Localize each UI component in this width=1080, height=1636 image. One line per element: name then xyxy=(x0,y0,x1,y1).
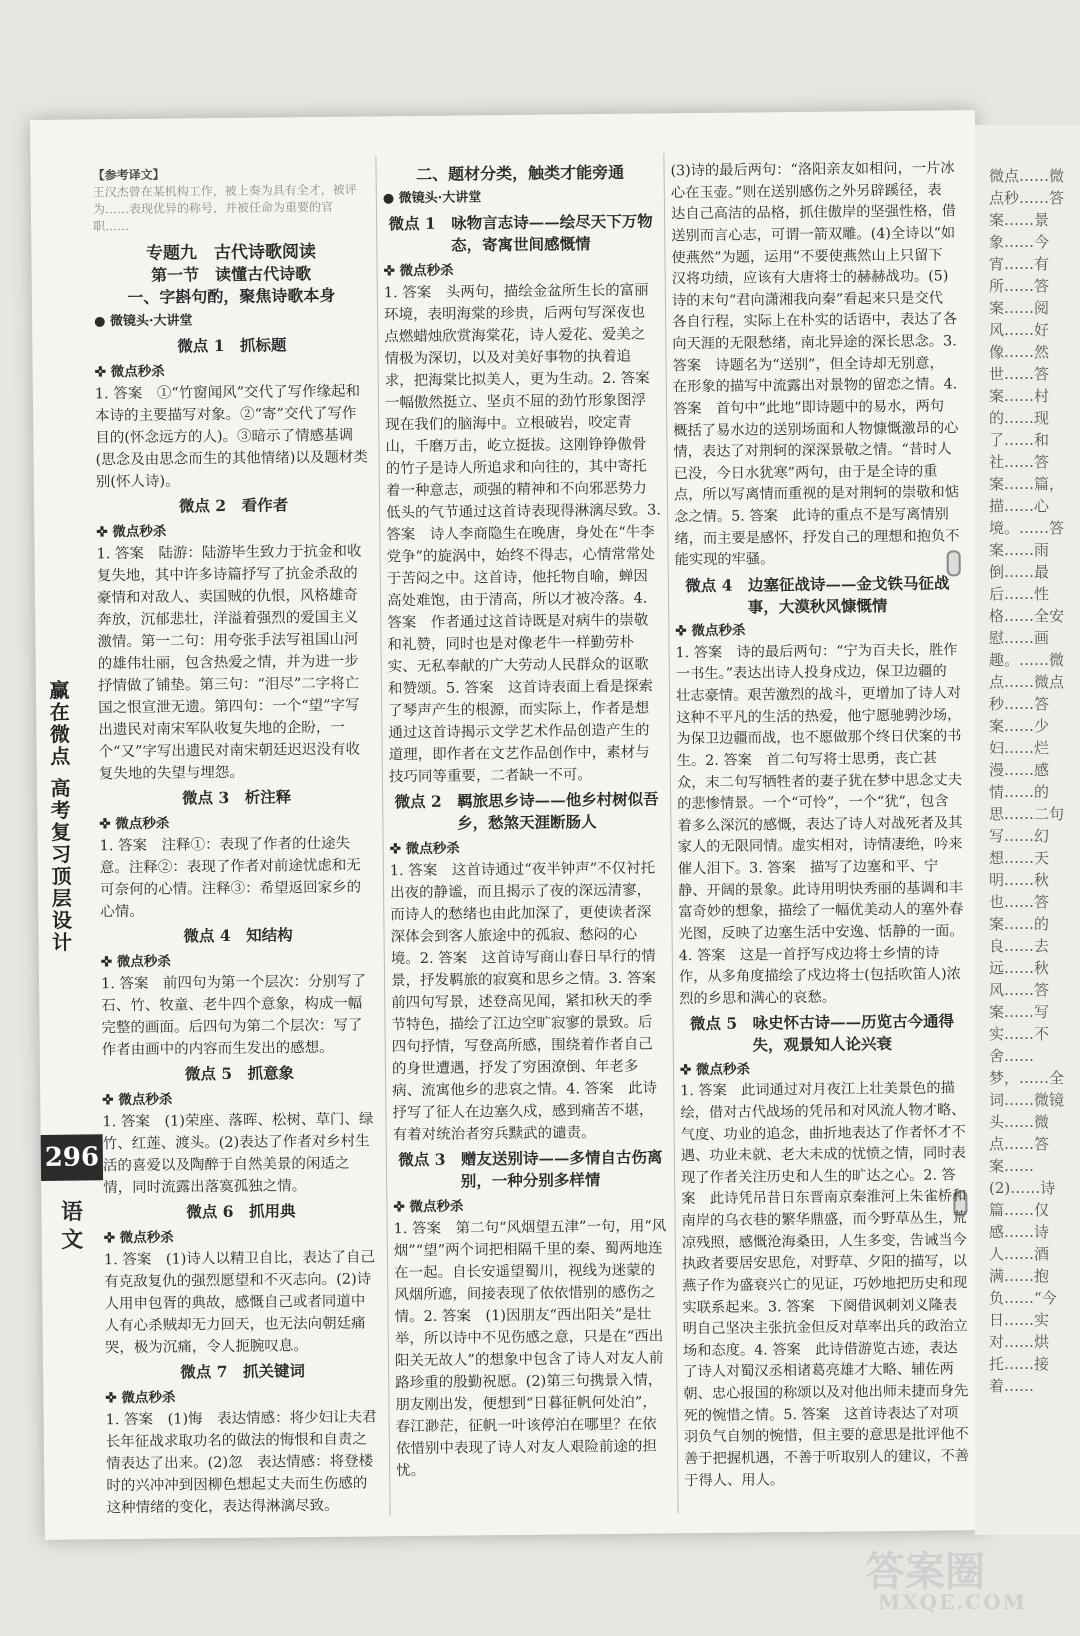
point-block xyxy=(105,1359,382,1519)
quick-tag: ✜ 微点秒杀 xyxy=(383,257,658,282)
answer-text: 1. 答案 前四句为第一个层次：分别写了石、竹、牧童、老牛四个意象，构成一幅完整的画面。后四句为第二个层次：写了作者由画中的内容而生发出的感想。 xyxy=(100,973,367,1059)
textbook-page xyxy=(30,110,990,1540)
quick-tag: ✜ 微点秒杀 xyxy=(104,1224,379,1249)
lecture-bar: ● 微镜头·大讲堂 xyxy=(383,185,658,210)
topic-title: 专题九 古代诗歌阅读 xyxy=(145,242,317,264)
point-block xyxy=(94,333,371,493)
point-heading: 微点 1 咏物言志诗——绘尽天下万物态，寄寓世间感慨情 xyxy=(388,211,653,255)
column-1 xyxy=(92,164,381,1519)
answer-text: 1. 答案 ①“竹窗闻风”交代了写作缘起和本诗的主要描写对象。②“寄”交代了写作目的(怀念远方的人)。③暗示了情感基调(思念及由思念而生的其他情绪)以及题材类别(怀人诗)。 xyxy=(94,383,368,491)
lecture-bar: ● 微镜头·大讲堂 xyxy=(94,308,369,333)
series-title-1: 赢在微点 xyxy=(45,679,71,768)
quick-tag: ✜ 微点秒杀 xyxy=(101,948,376,973)
page-number: 296 xyxy=(41,1134,103,1181)
watermark-url: MXQE.COM xyxy=(878,1590,1027,1614)
quick-tag: ✜ 微点秒杀 xyxy=(105,1384,380,1409)
point-heading: 微点 4 知结构 xyxy=(183,925,293,946)
adjacent-page-text: 微点……微点秒……答案……景象……今宵……有所……答案……阅风……好像……然世……答案……村的……现了……和社……答案……篇，描……心境。……答案……雨倒……最后……性格……全安慰……画趣。……微点……微点秒……答案……少妇……烂漫……感情……的思……二句写……幻想……天明……秋也……答案……的良……去远……秋风……答案……写实……不舍……梦，……全词……微镜头……微点……答案……(2)……诗篇……仅感……诗人……酒满……抱负……“今日……实对……烘托……接着…… xyxy=(989,167,1065,1395)
point-heading: 微点 1 抓标题 xyxy=(177,335,287,356)
point-heading: 微点 3 赠友送别诗——多情自古伤离别，一种分别多样情 xyxy=(398,1147,663,1191)
answer-text: 1. 答案 (1)诗人以精卫自比，表达了自己有克敌复仇的强烈愿望和不灭志向。(2)诗人用申包胥的典故，感慨自己或者同道中人有心杀贼却无力回天，也无法向朝廷痛哭，极为沉痛，令人扼腕叹息。 xyxy=(103,1249,375,1357)
point-heading: 微点 2 看作者 xyxy=(178,495,289,516)
quick-tag: ✜ 微点秒杀 xyxy=(675,618,960,643)
point-block xyxy=(383,210,664,788)
point-block xyxy=(679,1011,969,1493)
quick-tag: ✜ 微点秒杀 xyxy=(96,518,371,543)
adjacent-page xyxy=(975,125,1080,1535)
point-block xyxy=(99,785,375,923)
sidebar xyxy=(36,680,79,954)
column-3 xyxy=(670,158,969,1492)
point-block xyxy=(389,788,671,1146)
point-heading: 微点 3 析注释 xyxy=(181,787,292,808)
subject-label: 语文 xyxy=(57,1199,84,1256)
quick-tag: ✜ 微点秒杀 xyxy=(95,358,370,383)
answer-text: 1. 答案 诗的最后两句：“宁为百夫长，胜作一书生。”表达出诗人投身戍边，保卫边疆的壮志豪情。艰苦激烈的战斗，更增加了诗人对这种不平凡的生活的热爱，他宁愿驰骋沙场，为保卫边疆而战，也不愿做那个终日伏案的书生。2. 答案 首二句写将士思勇，丧亡甚众，末二句写牺牲者的妻子犹在梦中思念丈夫的悲惨情景。一个“可怜”，一个“犹”，包含着多么深沉的感慨，表达了诗人对战死者及其家人的无限同情。虚实相对，诗情凄绝，吟来催人泪下。3. 答案 描写了边塞和平、宁静、开阔的景象。此诗用明快秀丽的基调和丰富奇妙的想象，描绘了一幅优美动人的塞外春光图，反映了边塞生活中安逸、恬静的一面。4. 答案 这是一首抒写戍边将士乡情的诗作，从多角度描绘了戍边将士(包括吹笛人)浓烈的乡思和满心的哀愁。 xyxy=(675,642,964,1007)
answer-text: (3)诗的最后两句：“洛阳亲友如相问，一片冰心在玉壶。”则在送别感伤之外另辟蹊径，表达自己高洁的品格，抓住傲岸的坚强性格，借送别而言心志，可谓一箭双雕。(4)全诗以“如使燕然”为题，运用“不要使燕然山上只留下汉将功绩，应该有大唐将士的赫赫战功。(5)诗的末句“君向潇湘我向秦”看起来只是交代各自行程，实际上在朴实的话语中，表达了各向天涯的无限愁绪，南北异途的深长思念。3. 答案 诗题名为“送别”，但全诗却无别意，在形象的描写中流露出对景物的留恋之情。4. 答案 首句中“此地”即诗题中的易水，两句概括了易水边的送别场面和人物慷慨激昂的心情，表达了对荆轲的深深景敬之情。“昔时人已没，今日水犹寒”两句，由于是全诗的重点，所以写离情而重视的是对荆轲的崇敬和惦念之情。5. 答案 此诗的重点不是写离情别绪，而主要是感怀，抒发自己的理想和抱负不能实现的牢骚。 xyxy=(670,160,960,569)
point-block xyxy=(393,1146,671,1482)
point-block xyxy=(100,923,376,1061)
answer-text: 1. 答案 (1)荣座、落晖、松树、草门、绿竹、红莲、渡头。(2)表达了作者对乡村生活的喜爱以及陶醉于自然美景的闲适之情，同时流露出落寞孤独之情。 xyxy=(102,1111,374,1197)
answer-text: 1. 答案 这首诗通过“夜半钟声”不仅衬托出夜的静谧，而且揭示了夜的深远清寥，而诗人的愁绪也由此加深了，更使读者深深体会到客人旅途中的孤寂、愁闷的心境。2. 答案 这首诗写商山春日早行的情景，抒发羁旅的寂寞和思乡之情。3. 答案 前四句写景，述登高见闻，紧扣秋天的季节特色，描绘了江边空旷寂寥的景致。后四句抒情，写登高所感，围绕着作者自己的身世遭遇，抒发了穷困潦倒、年老多病、流寓他乡的悲哀之情。4. 答案 此诗抒写了征人在边塞久戍，感到痛苦不堪，有着对统治者穷兵黩武的谴责。 xyxy=(389,860,671,1144)
point-heading: 微点 4 边塞征战诗——金戈铁马征战事，大漠秋风慷慨情 xyxy=(685,573,950,617)
quick-tag: ✜ 微点秒杀 xyxy=(102,1086,377,1111)
watermark-logo: 答案圈 xyxy=(865,1548,985,1595)
answer-text: 1. 答案 注释①：表现了作者的仕途失意。注释②：表现了作者对前途忧虑和无可奈何的心情。注释③：希望返回家乡的心情。 xyxy=(99,835,362,921)
answer-text: 1. 答案 陆游：陆游毕生致力于抗金和收复失地，其中许多诗篇抒写了抗金杀敌的豪情和对敌人、卖国贼的仇恨，风格雄奇奔放，沉郁悲壮，洋溢着强烈的爱国主义激情。第一二句：用夸张手法写祖国山河的雄伟壮丽，包含热爱之情，并为进一步抒情做了铺垫。第三句：“泪尽”二字将亡国之恨宣泄无遗。第四句：一个“望”字写出遗民对南宋军队收复失地的企盼，一个“又”字写出遗民对南宋朝廷迟迟没有收复失地的失望与埋怨。 xyxy=(96,543,362,783)
point-block xyxy=(96,493,374,785)
answer-text: 1. 答案 第二句“风烟望五津”一句，用“风烟”“望”两个词把相隔千里的秦、蜀两地连在一起。自长安遥望蜀川，视线为迷蒙的风烟所遮，间接表现了依依惜别的感伤之情。2. 答案 (1)因朋友“西出阳关”是壮举，所以诗中不见伤感之意，只是在“西出阳关无故人”的想象中包含了诗人对友人前路珍重的殷勤祝愿。(2)第三句携景入情，朋友刚出发，便想到“日暮征帆何处泊”，春江渺茫，征帆一叶该停泊在哪里？在依依惜别中表现了诗人对友人艰险前途的担忧。 xyxy=(393,1218,667,1480)
section-title: 第一节 读懂古代诗歌 xyxy=(151,264,312,285)
point-heading: 微点 2 羁旅思乡诗——他乡村树似吾乡，愁煞天涯断肠人 xyxy=(394,789,659,833)
point-block xyxy=(102,1061,378,1199)
answer-text: 1. 答案 头两句，描绘金盆所生长的富丽环境，表明海棠的珍贵，后两句写深夜也点燃蜡烛欣赏海棠花，诗人爱花、爱美之情极为深切，以及对美好事物的执着追求，把海棠比拟美人，更为生动。2. 答案 一幅傲然挺立、坚贞不屈的劲竹形象图浮现在我们的脑海中。立根破岩，咬定青山，千磨万击，屹立挺拔。这刚铮铮傲骨的竹子是诗人所追求和向往的，其中寄托着一种意志，顽强的精神和不向邪恶势力低头的气节通过这首诗表现得淋漓尽致。3. 答案 诗人李商隐生在晚唐，身处在“牛李党争”的旋涡中，始终不得志，心情常常处于苦闷之中。这首诗，他托物自喻，蝉因高处难饱，由于清高，所以才被冷落。4. 答案 作者通过这首诗既是对病牛的崇敬和礼赞，同时也是对像老牛一样勤劳朴实、无私奉献的广大劳动人民群众的讴歌和赞颂。5. 答案 这首诗表面上看是探索了琴声产生的根源，而实际上，作者是想通过这首诗揭示文学艺术作品创造产生的道理，即作者在文艺作品创作中，素材与技巧同等重要，二者缺一不可。 xyxy=(383,282,665,786)
reference-heading: 【参考译文】 xyxy=(92,167,165,183)
point-heading: 微点 7 抓关键词 xyxy=(180,1361,306,1382)
point-heading: 微点 5 咏史怀古诗——历览古今通得失，观景知人论兴衰 xyxy=(689,1011,955,1055)
section-subtitle: 一、字斟句酌，聚焦诗歌本身 xyxy=(127,285,336,307)
quick-tag: ✜ 微点秒杀 xyxy=(390,835,665,860)
reference-text: 王汉杰曾在某机构工作，被上奏为具有全才，被评为……表现优异的称号，并被任命为重要的官职…… xyxy=(92,182,357,234)
column-2 xyxy=(382,161,671,1482)
point-block xyxy=(675,572,965,1010)
quick-tag: ✜ 微点秒杀 xyxy=(680,1057,965,1082)
quick-tag: ✜ 微点秒杀 xyxy=(393,1193,668,1218)
answer-text: 1. 答案 此词通过对月夜江上壮美景色的描绘，借对古代战场的凭吊和对风流人物才略、气度、功业的追念，曲折地表达了作者怀才不遇、功业未就、老大未成的忧愤之情，同时表现了作者关注历史和人生的旷达之心。2. 答案 此诗凭吊昔日东晋南京秦淮河上朱雀桥和南岸的乌衣巷的繁华鼎盛，而今野草丛生，荒凉残照，感慨沧海桑田，人生多变，告诫当今执政者要居安思危，对野草、夕阳的描写，以燕子作为盛衰兴亡的见证，巧妙地把历史和现实联系起来。3. 答案 下阕借讽刺刘义隆表明自己坚决主张抗金但反对草率出兵的政治立场和态度。4. 答案 此诗借游览古迹，表达了诗人对蜀汉丞相诸葛亮雄才大略、辅佐两朝、忠心报国的称颂以及对他出师未捷而身先死的惋惜之情。5. 答案 这首诗表达了对项羽负气自刎的惋惜，但主要的意思是批评他不善于把握机遇，不善于听取别人的建议，不善于得人、用人。 xyxy=(680,1080,970,1489)
answer-text: 1. 答案 (1)悔 表达情感：将少妇让夫君长年征战求取功名的做法的悔恨和自责之情表达了出来。(2)忽 表达情感：将登楼时的兴冲冲到因柳色想起丈夫而生伤感的这种情绪的变化，表达得淋漓尽致。 xyxy=(105,1409,377,1517)
series-title-2: 高考复习顶层设计 xyxy=(46,777,73,954)
point-heading: 微点 6 抓用典 xyxy=(186,1201,296,1222)
point-block xyxy=(103,1199,380,1359)
section-subtitle: 二、题材分类，触类才能旁通 xyxy=(415,162,625,184)
reference-translation xyxy=(92,164,368,235)
point-heading: 微点 5 抓意象 xyxy=(184,1063,295,1084)
quick-tag: ✜ 微点秒杀 xyxy=(99,810,374,835)
